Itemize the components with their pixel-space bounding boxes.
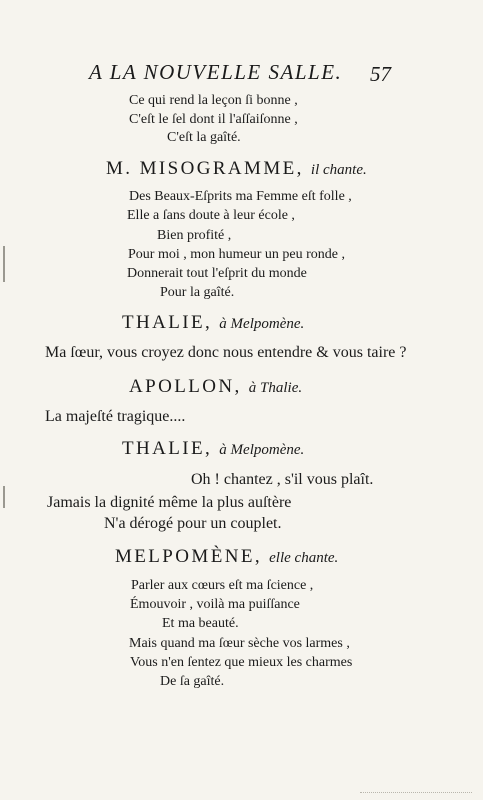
dialogue-line: N'a dérogé pour un couplet.	[104, 515, 282, 532]
verse-line: Émouvoir , voilà ma puiſſance	[130, 597, 300, 612]
speaker-name: MELPOMÈNE,	[115, 546, 262, 567]
speaker-name: M. MISOGRAMME,	[106, 158, 304, 179]
binding-edge-mark	[3, 486, 5, 508]
verse-line: Vous n'en ſentez que mieux les charmes	[130, 655, 353, 670]
verse-line: Ce qui rend la leçon ſi bonne ,	[129, 93, 298, 108]
verse-line: De ſa gaîté.	[160, 674, 225, 689]
speaker-heading	[122, 313, 304, 332]
stage-direction: elle chante.	[269, 550, 339, 566]
page-number: 57	[370, 62, 391, 86]
verse-line: C'eſt la gaîté.	[167, 130, 241, 145]
verse-line: Parler aux cœurs eſt ma ſcience ,	[131, 578, 314, 593]
stage-direction: il chante.	[310, 162, 367, 178]
running-header: A LA NOUVELLE SALLE.	[89, 60, 343, 84]
verse-line: Bien profité ,	[157, 228, 232, 243]
speaker-name: APOLLON,	[129, 376, 242, 397]
scan-dots	[360, 792, 472, 794]
dialogue-line: Ma ſœur, vous croyez donc nous entendre & vous taire ?	[45, 344, 407, 361]
binding-edge-mark	[3, 246, 5, 282]
speaker-heading	[115, 547, 338, 566]
speaker-name: THALIE,	[122, 438, 213, 459]
dialogue-line: Oh ! chantez , s'il vous plaît.	[191, 471, 374, 488]
verse-line: Pour moi , mon humeur un peu ronde ,	[128, 247, 345, 262]
speaker-name: THALIE,	[122, 312, 213, 333]
verse-line: Donnerait tout l'eſprit du monde	[127, 266, 307, 281]
speaker-heading	[129, 377, 302, 396]
verse-line: Elle a ſans doute à leur école ,	[127, 208, 295, 223]
dialogue-line: La majeſté tragique....	[45, 408, 186, 425]
verse-line: C'eſt le ſel dont il l'aſſaiſonne ,	[129, 112, 298, 127]
stage-direction: à Melpomène.	[219, 442, 305, 458]
speaker-heading	[122, 439, 304, 458]
stage-direction: à Melpomène.	[219, 316, 305, 332]
verse-line: Des Beaux-Eſprits ma Femme eſt folle ,	[129, 189, 352, 204]
verse-line: Pour la gaîté.	[160, 285, 235, 300]
verse-line: Et ma beauté.	[162, 616, 239, 631]
dialogue-line: Jamais la dignité même la plus auſtère	[47, 494, 292, 511]
speaker-heading	[106, 159, 367, 178]
stage-direction: à Thalie.	[248, 380, 303, 396]
verse-line: Mais quand ma ſœur sèche vos larmes ,	[129, 636, 350, 651]
